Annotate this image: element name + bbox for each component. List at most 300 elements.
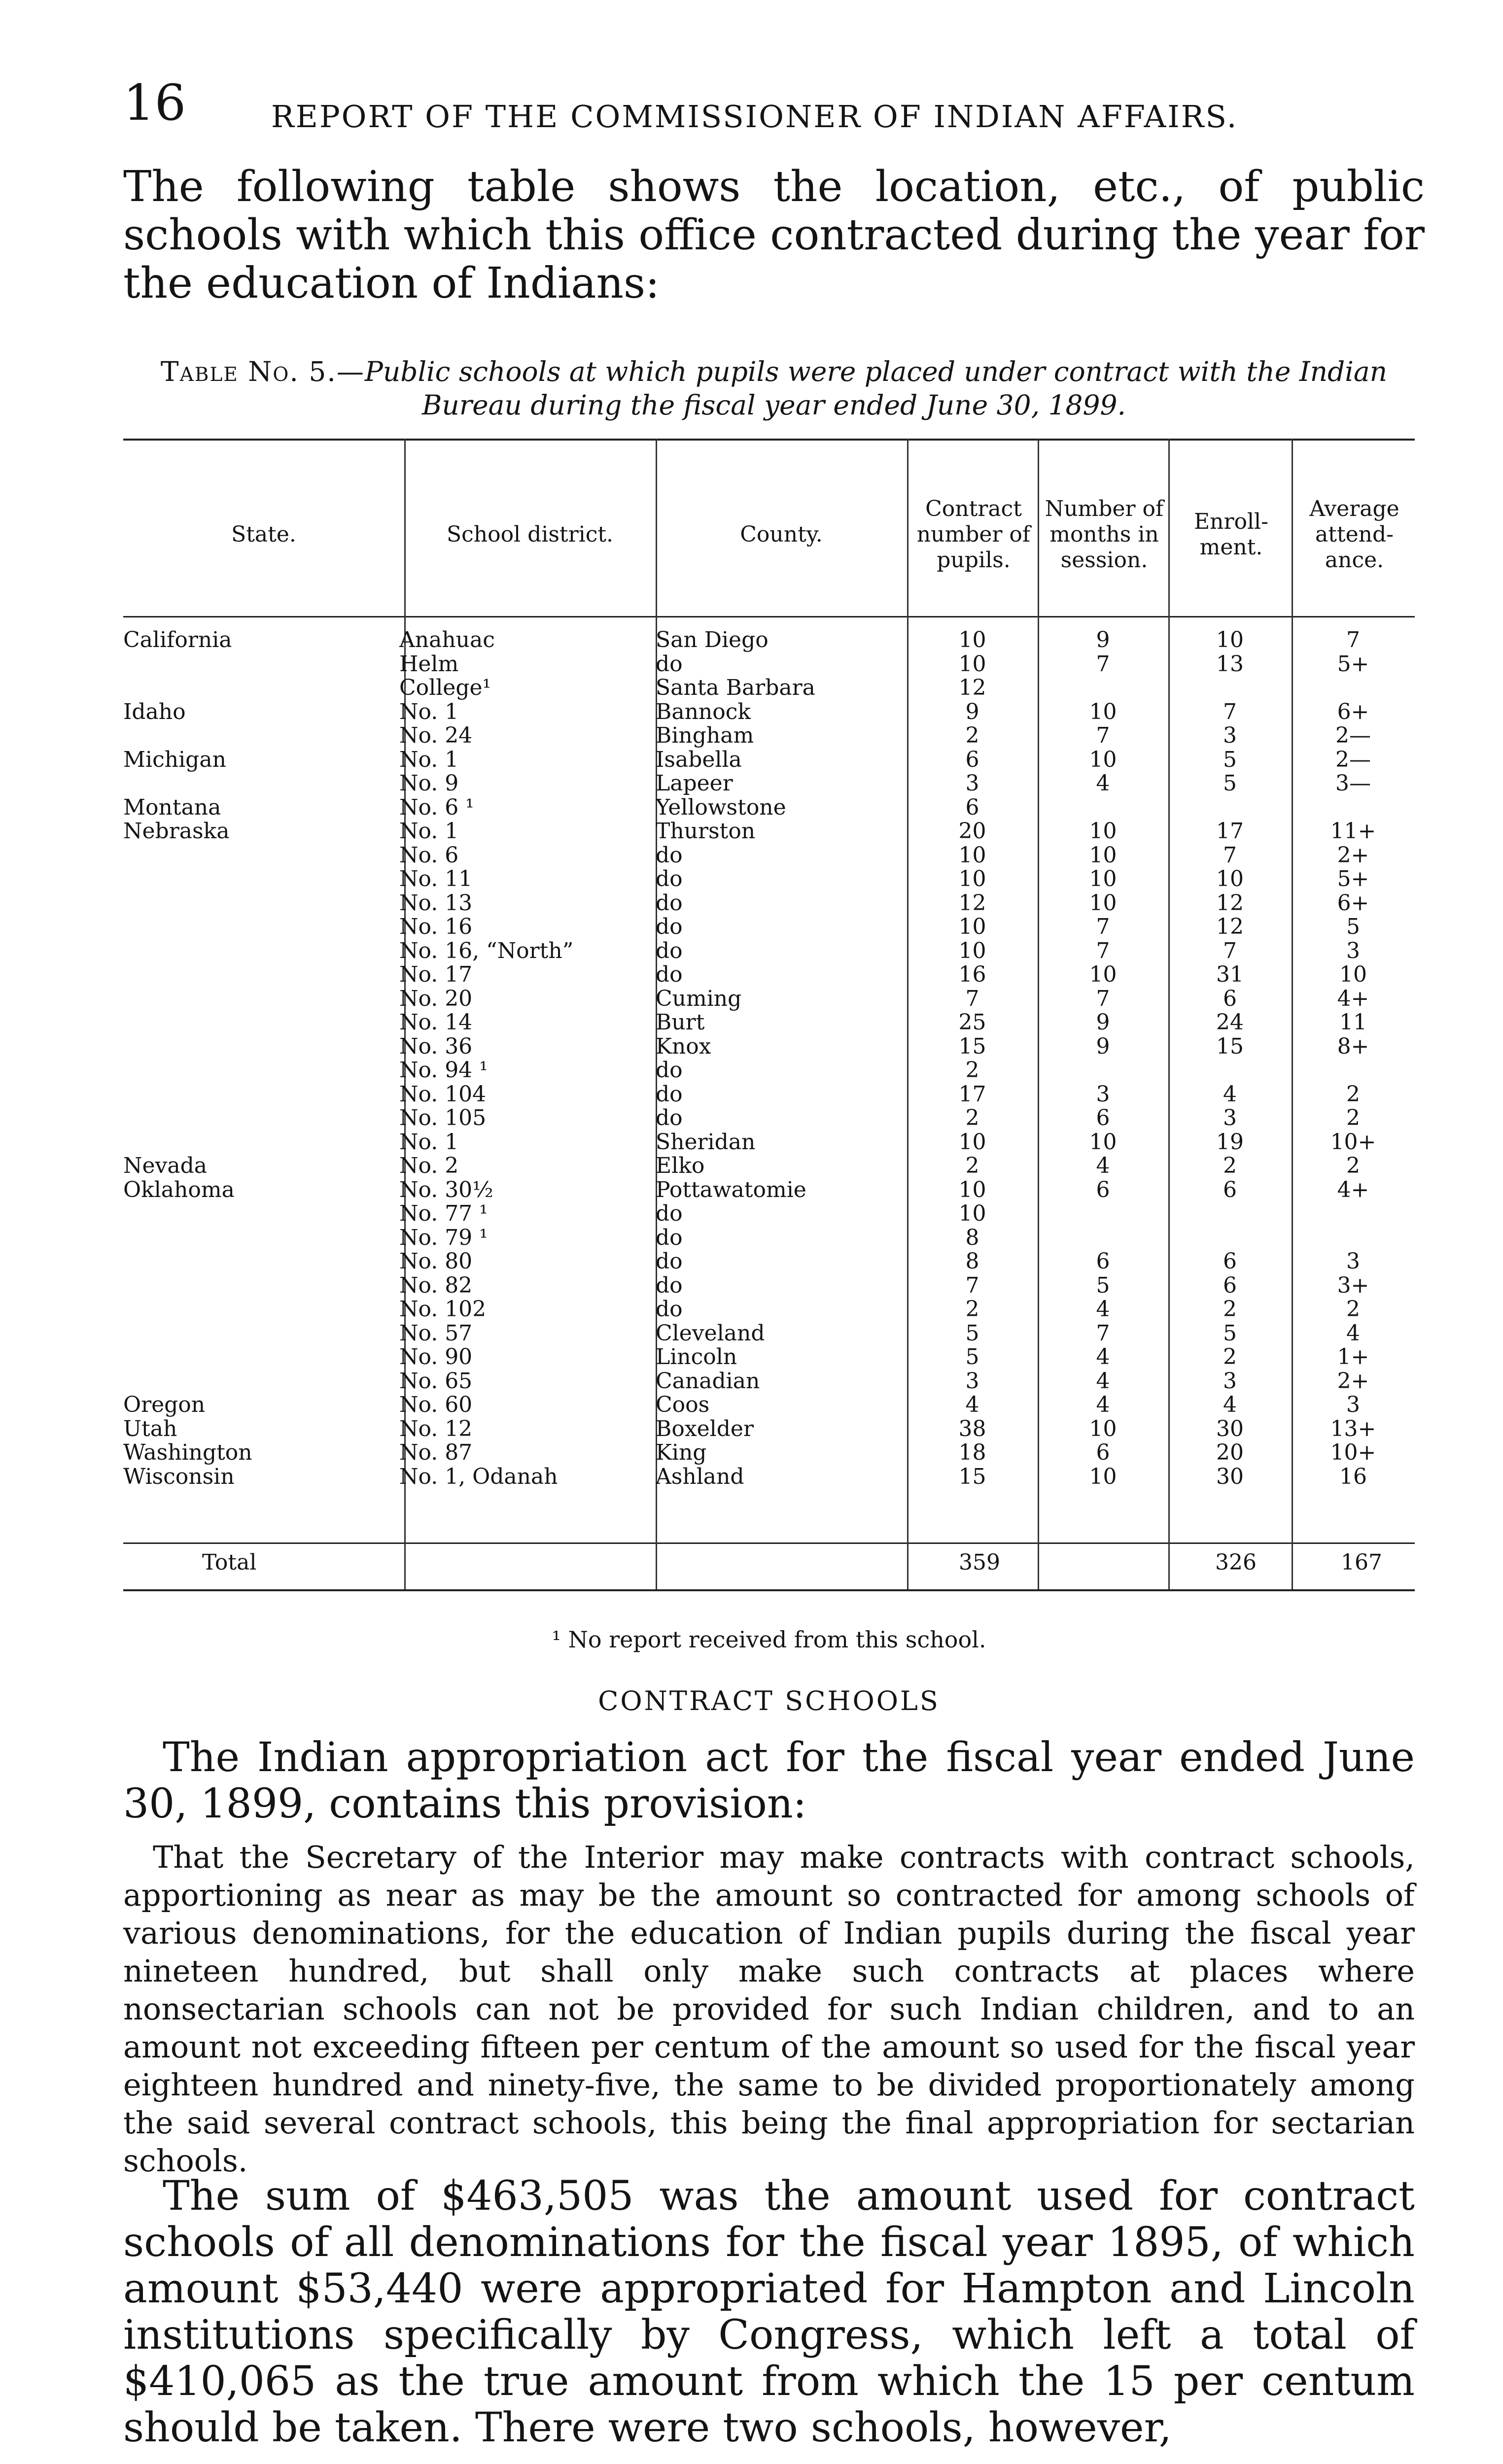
table-row (123, 867, 1415, 891)
cell-contract: 5 (965, 1345, 979, 1369)
cell-months: 3 (1096, 1082, 1110, 1106)
table-row (123, 1298, 1415, 1322)
cell-attendance: 3+ (1337, 1273, 1369, 1298)
cell-contract: 9 (965, 700, 979, 724)
cell-state (123, 1130, 399, 1155)
cell-enrollment: 10 (1216, 867, 1244, 891)
cell-contract: 15 (958, 1034, 986, 1059)
table-top-rule (123, 439, 1415, 441)
table-row (123, 1154, 1415, 1178)
cell-district: No. 30½ (399, 1178, 493, 1202)
cell-attendance: 2 (1346, 1082, 1360, 1106)
cell-attendance: 8+ (1337, 1034, 1369, 1059)
total-attendance: 167 (1341, 1550, 1382, 1575)
cell-district: No. 9 (399, 772, 459, 796)
cell-months: 6 (1096, 1250, 1110, 1274)
table-row (123, 1345, 1415, 1369)
cell-months: 10 (1089, 1465, 1117, 1489)
cell-county: Pottawatomie (656, 1178, 806, 1202)
cell-contract: 20 (958, 820, 986, 844)
cell-district: No. 6 ¹ (399, 795, 474, 820)
cell-months: 10 (1089, 820, 1117, 844)
table-row (123, 1393, 1415, 1417)
cell-contract: 6 (965, 795, 979, 820)
cell-district: No. 1, Odanah (399, 1465, 558, 1489)
cell-enrollment: 3 (1223, 1106, 1237, 1130)
cell-enrollment: 24 (1216, 1011, 1244, 1035)
cell-enrollment (1168, 1202, 1292, 1226)
cell-state (123, 867, 399, 891)
cell-months: 7 (1096, 1321, 1110, 1345)
schools-table (123, 439, 1415, 1611)
cell-county: do (656, 1298, 683, 1322)
cell-county: Elko (656, 1154, 705, 1178)
column-header-district: School district. (446, 522, 614, 547)
cell-state (123, 891, 399, 916)
cell-state: Nebraska (123, 820, 230, 844)
table-row (123, 820, 1415, 844)
cell-contract: 3 (965, 772, 979, 796)
cell-district: No. 60 (399, 1393, 473, 1417)
cell-county: Cuming (656, 987, 742, 1011)
cell-state (123, 1035, 399, 1059)
cell-months (1038, 1059, 1168, 1083)
cell-attendance: 2+ (1337, 1369, 1369, 1393)
cell-enrollment: 3 (1223, 724, 1237, 748)
cell-months: 9 (1096, 1011, 1110, 1035)
cell-county: Santa Barbara (656, 676, 815, 700)
cell-contract: 2 (965, 1106, 979, 1130)
cell-state: Utah (123, 1417, 177, 1441)
cell-enrollment (1168, 676, 1292, 700)
cell-district: No. 14 (399, 1011, 473, 1035)
cell-months: 10 (1089, 843, 1117, 867)
cell-months: 10 (1089, 700, 1117, 724)
cell-attendance: 2— (1335, 748, 1371, 772)
cell-attendance: 16 (1339, 1465, 1367, 1489)
cell-months: 4 (1096, 1154, 1110, 1178)
cell-contract: 17 (958, 1082, 986, 1106)
section-title: CONTRACT SCHOOLS (598, 1685, 940, 1716)
cell-district: No. 16, “North” (399, 939, 574, 963)
table-row (123, 915, 1415, 939)
cell-county: do (656, 1250, 683, 1274)
cell-state (123, 1202, 399, 1226)
cell-county: do (656, 843, 683, 867)
cell-enrollment: 2 (1223, 1154, 1237, 1178)
table-row (123, 1274, 1415, 1298)
cell-months: 7 (1096, 915, 1110, 939)
table-row (123, 1178, 1415, 1202)
cell-district: No. 105 (399, 1106, 487, 1130)
header-bottom-rule (123, 616, 1415, 617)
cell-attendance: 2 (1346, 1154, 1360, 1178)
cell-county: do (656, 1082, 683, 1106)
cell-county: San Diego (656, 628, 769, 652)
cell-attendance: 10+ (1330, 1441, 1376, 1465)
column-header-enrollment: Enroll-ment. (1194, 509, 1268, 560)
cell-state (123, 939, 399, 963)
cell-enrollment: 4 (1223, 1082, 1237, 1106)
table-row (123, 724, 1415, 748)
table-row (123, 1250, 1415, 1274)
table-row (123, 748, 1415, 772)
cell-county: do (656, 1202, 683, 1226)
cell-state (123, 915, 399, 939)
quoted-provision: That the Secretary of the Interior may make contracts with contract schools, apportioning as near as may be the amount so contracted for among schools of various denominations, for the education of Indian pupils during the fiscal year nineteen hundred, but shall only make such contracts at places where nonsectarian schools can not be provided for such Indian children, and to an amount not exceeding fifteen per centum of the amount so used for the fiscal year eighteen hundred and ninety-five, the same to be divided proportionately among the said several contract schools, this being the final appropriation for sectarian schools. (123, 1839, 1415, 2179)
cell-state (123, 1274, 399, 1298)
cell-district: No. 80 (399, 1250, 473, 1274)
cell-contract: 38 (958, 1417, 986, 1441)
cell-attendance (1292, 1059, 1415, 1083)
cell-district: No. 57 (399, 1321, 473, 1345)
table-row (123, 987, 1415, 1011)
cell-months: 7 (1096, 987, 1110, 1011)
cell-enrollment (1168, 796, 1292, 820)
cell-district: Anahuac (399, 628, 495, 652)
table-row (123, 1059, 1415, 1083)
cell-contract: 10 (958, 867, 986, 891)
total-row (123, 1545, 1415, 1579)
cell-contract: 10 (958, 1178, 986, 1202)
cell-county: Boxelder (656, 1417, 754, 1441)
table-row (123, 891, 1415, 916)
cell-contract: 6 (965, 748, 979, 772)
table-row (123, 844, 1415, 868)
cell-months: 4 (1096, 1298, 1110, 1322)
cell-district: No. 1 (399, 1130, 459, 1154)
cell-enrollment: 12 (1216, 891, 1244, 915)
table-row (123, 963, 1415, 987)
cell-contract: 12 (958, 676, 986, 700)
table-row (123, 628, 1415, 652)
cell-attendance: 4 (1346, 1321, 1360, 1345)
cell-county: do (656, 939, 683, 963)
table-row (123, 772, 1415, 796)
cell-months: 6 (1096, 1106, 1110, 1130)
cell-state (123, 987, 399, 1011)
cell-enrollment: 2 (1223, 1298, 1237, 1322)
cell-district: No. 102 (399, 1298, 487, 1322)
cell-attendance: 5 (1346, 915, 1360, 939)
cell-state (123, 652, 399, 677)
total-top-rule (123, 1542, 1415, 1544)
cell-attendance: 2+ (1337, 843, 1369, 867)
cell-district: No. 2 (399, 1154, 459, 1178)
cell-state (123, 1322, 399, 1346)
cell-contract: 10 (958, 939, 986, 963)
cell-district: No. 87 (399, 1441, 473, 1465)
cell-attendance: 5+ (1337, 867, 1369, 891)
cell-enrollment: 6 (1223, 1178, 1237, 1202)
cell-district: No. 1 (399, 820, 459, 844)
cell-attendance (1292, 1226, 1415, 1250)
cell-months (1038, 1226, 1168, 1250)
column-header-state: State. (231, 522, 296, 547)
cell-attendance: 10+ (1330, 1130, 1376, 1154)
cell-attendance: 5+ (1337, 652, 1369, 676)
cell-months: 6 (1096, 1441, 1110, 1465)
cell-months: 10 (1089, 963, 1117, 987)
cell-state (123, 844, 399, 868)
cell-attendance: 1+ (1337, 1345, 1369, 1369)
cell-state (123, 1345, 399, 1369)
cell-county: Lapeer (656, 772, 733, 796)
table-bottom-rule (123, 1589, 1415, 1591)
cell-attendance: 3 (1346, 1393, 1360, 1417)
cell-state (123, 963, 399, 987)
cell-enrollment: 5 (1223, 772, 1237, 796)
cell-state (123, 1298, 399, 1322)
cell-district: No. 65 (399, 1369, 473, 1393)
cell-attendance: 7 (1346, 628, 1360, 652)
table-row (123, 796, 1415, 820)
cell-contract: 2 (965, 1298, 979, 1322)
cell-county: Yellowstone (656, 795, 786, 820)
table-row (123, 1465, 1415, 1489)
cell-months: 7 (1096, 939, 1110, 963)
cell-district: College¹ (399, 676, 491, 700)
table-body (123, 628, 1415, 1489)
cell-enrollment: 17 (1216, 820, 1244, 844)
total-enrollment: 326 (1215, 1550, 1257, 1575)
cell-state (123, 1011, 399, 1035)
cell-months: 9 (1096, 628, 1110, 652)
cell-state (123, 1059, 399, 1083)
cell-district: No. 17 (399, 963, 473, 987)
cell-enrollment (1168, 1059, 1292, 1083)
table-row (123, 676, 1415, 700)
cell-attendance: 6+ (1337, 700, 1369, 724)
cell-contract: 10 (958, 652, 986, 676)
cell-state (123, 1083, 399, 1107)
cell-enrollment: 4 (1223, 1393, 1237, 1417)
cell-attendance: 4+ (1337, 1178, 1369, 1202)
table-row (123, 700, 1415, 724)
total-label: Total (202, 1550, 257, 1575)
table-row (123, 1369, 1415, 1394)
cell-state: California (123, 628, 232, 652)
cell-enrollment: 5 (1223, 748, 1237, 772)
cell-contract: 7 (965, 1273, 979, 1298)
cell-months: 6 (1096, 1178, 1110, 1202)
cell-enrollment: 13 (1216, 652, 1244, 676)
cell-district: No. 20 (399, 987, 473, 1011)
cell-county: do (656, 963, 683, 987)
cell-enrollment: 7 (1223, 939, 1237, 963)
table-caption-label: Table No. 5.— (160, 356, 365, 387)
paragraph-contract-sum: The sum of $463,505 was the amount used for contract schools of all denominations for the fiscal year 1895, of which amount $53,440 were appropriated for Hampton and Lincoln institutions specifically by Congress, which left a total of $410,065 as the true amount from which the 15 per centum should be taken. There were two schools, however, (123, 2173, 1415, 2451)
cell-county: do (656, 891, 683, 915)
cell-county: Lincoln (656, 1345, 737, 1369)
cell-county: Burt (656, 1011, 705, 1035)
total-contract: 359 (959, 1550, 1000, 1575)
cell-attendance: 2— (1335, 724, 1371, 748)
cell-months: 7 (1096, 652, 1110, 676)
cell-district: Helm (399, 652, 459, 676)
cell-county: do (656, 652, 683, 676)
table-row (123, 1202, 1415, 1226)
column-header-months: Number of months in session. (1045, 496, 1164, 573)
cell-state: Washington (123, 1441, 252, 1465)
cell-state: Oklahoma (123, 1178, 235, 1202)
cell-county: Isabella (656, 748, 742, 772)
table-row (123, 1011, 1415, 1035)
cell-contract: 10 (958, 628, 986, 652)
cell-contract: 12 (958, 891, 986, 915)
cell-enrollment: 30 (1216, 1465, 1244, 1489)
cell-months: 10 (1089, 891, 1117, 915)
cell-months (1038, 676, 1168, 700)
cell-contract: 4 (965, 1393, 979, 1417)
cell-months: 10 (1089, 1417, 1117, 1441)
cell-county: Knox (656, 1034, 711, 1059)
cell-district: No. 82 (399, 1273, 473, 1298)
cell-contract: 8 (965, 1226, 979, 1250)
cell-months (1038, 796, 1168, 820)
cell-county: do (656, 915, 683, 939)
cell-enrollment (1168, 1226, 1292, 1250)
cell-enrollment: 3 (1223, 1369, 1237, 1393)
column-header-contract: Contract number of pupils. (916, 496, 1031, 573)
cell-district: No. 77 ¹ (399, 1202, 488, 1226)
cell-months: 9 (1096, 1034, 1110, 1059)
cell-attendance: 11+ (1330, 820, 1376, 844)
column-header-county: County. (740, 522, 823, 547)
cell-enrollment: 6 (1223, 1273, 1237, 1298)
cell-state (123, 1106, 399, 1130)
cell-contract: 15 (958, 1465, 986, 1489)
cell-district: No. 1 (399, 700, 459, 724)
cell-state: Wisconsin (123, 1465, 235, 1489)
cell-contract: 10 (958, 915, 986, 939)
cell-county: Coos (656, 1393, 710, 1417)
footnote: ¹ No report received from this school. (552, 1626, 986, 1653)
table-caption-text: Public schools at which pupils were placed under contract with the Indian Bureau during the fiscal year ended June 30, 1899. (364, 356, 1388, 421)
cell-attendance: 3 (1346, 939, 1360, 963)
cell-district: No. 94 ¹ (399, 1059, 488, 1083)
table-row (123, 1441, 1415, 1465)
cell-attendance (1292, 676, 1415, 700)
cell-contract: 5 (965, 1321, 979, 1345)
cell-county: do (656, 1059, 683, 1083)
cell-district: No. 13 (399, 891, 473, 915)
cell-enrollment: 30 (1216, 1417, 1244, 1441)
cell-contract: 2 (965, 1154, 979, 1178)
cell-attendance: 3— (1335, 772, 1371, 796)
cell-enrollment: 2 (1223, 1345, 1237, 1369)
cell-county: do (656, 1226, 683, 1250)
table-row (123, 1226, 1415, 1250)
cell-district: No. 6 (399, 843, 459, 867)
cell-district: No. 90 (399, 1345, 473, 1369)
cell-contract: 10 (958, 843, 986, 867)
cell-months (1038, 1202, 1168, 1226)
paragraph-appropriation-act: The Indian appropriation act for the fiscal year ended June 30, 1899, contains this provision: (123, 1734, 1415, 1827)
table-row (123, 1083, 1415, 1107)
cell-months: 10 (1089, 1130, 1117, 1154)
cell-state (123, 676, 399, 700)
table-row (123, 1106, 1415, 1130)
cell-enrollment: 15 (1216, 1034, 1244, 1059)
table-row (123, 1417, 1415, 1441)
cell-months: 7 (1096, 724, 1110, 748)
cell-contract: 7 (965, 987, 979, 1011)
page-number: 16 (123, 74, 186, 132)
cell-state: Nevada (123, 1154, 208, 1178)
cell-state: Michigan (123, 748, 226, 772)
cell-months: 4 (1096, 772, 1110, 796)
cell-enrollment: 31 (1216, 963, 1244, 987)
cell-enrollment: 7 (1223, 843, 1237, 867)
table-row (123, 1130, 1415, 1155)
cell-enrollment: 7 (1223, 700, 1237, 724)
table-row (123, 1322, 1415, 1346)
cell-county: do (656, 867, 683, 891)
cell-contract: 3 (965, 1369, 979, 1393)
running-head: REPORT OF THE COMMISSIONER OF INDIAN AFFAIRS. (271, 99, 1238, 135)
table-row (123, 939, 1415, 963)
cell-district: No. 104 (399, 1082, 487, 1106)
cell-attendance (1292, 796, 1415, 820)
cell-enrollment: 12 (1216, 915, 1244, 939)
page-header (123, 64, 1425, 138)
cell-attendance: 4+ (1337, 987, 1369, 1011)
cell-county: Canadian (656, 1369, 760, 1393)
intro-paragraph: The following table shows the location, etc., of public schools with which this office contracted during the year for the education of Indians: (123, 162, 1425, 308)
cell-district: No. 12 (399, 1417, 473, 1441)
cell-contract: 18 (958, 1441, 986, 1465)
table-caption (123, 355, 1425, 422)
cell-district: No. 16 (399, 915, 473, 939)
cell-contract: 10 (958, 1202, 986, 1226)
cell-months: 4 (1096, 1345, 1110, 1369)
table-row (123, 1035, 1415, 1059)
cell-district: No. 36 (399, 1034, 473, 1059)
cell-attendance: 6+ (1337, 891, 1369, 915)
cell-enrollment: 20 (1216, 1441, 1244, 1465)
cell-attendance (1292, 1202, 1415, 1226)
cell-attendance: 10 (1339, 963, 1367, 987)
cell-county: Bannock (656, 700, 751, 724)
cell-county: Sheridan (656, 1130, 756, 1154)
column-header-attendance: Average attend-ance. (1309, 496, 1399, 573)
cell-state (123, 1250, 399, 1274)
cell-enrollment: 6 (1223, 1250, 1237, 1274)
cell-county: Ashland (656, 1465, 744, 1489)
cell-district: No. 1 (399, 748, 459, 772)
cell-enrollment: 19 (1216, 1130, 1244, 1154)
cell-state: Montana (123, 795, 221, 820)
cell-months: 4 (1096, 1369, 1110, 1393)
cell-county: do (656, 1106, 683, 1130)
table-row (123, 652, 1415, 677)
cell-attendance: 3 (1346, 1250, 1360, 1274)
cell-state: Oregon (123, 1393, 206, 1417)
cell-state (123, 1226, 399, 1250)
cell-contract: 2 (965, 1059, 979, 1083)
cell-state (123, 772, 399, 796)
cell-district: No. 11 (399, 867, 473, 891)
cell-state: Idaho (123, 700, 186, 724)
cell-county: Bingham (656, 724, 754, 748)
cell-attendance: 13+ (1330, 1417, 1376, 1441)
cell-enrollment: 5 (1223, 1321, 1237, 1345)
cell-county: King (656, 1441, 707, 1465)
cell-attendance: 11 (1339, 1011, 1367, 1035)
cell-months: 5 (1096, 1273, 1110, 1298)
cell-county: Thurston (656, 820, 756, 844)
